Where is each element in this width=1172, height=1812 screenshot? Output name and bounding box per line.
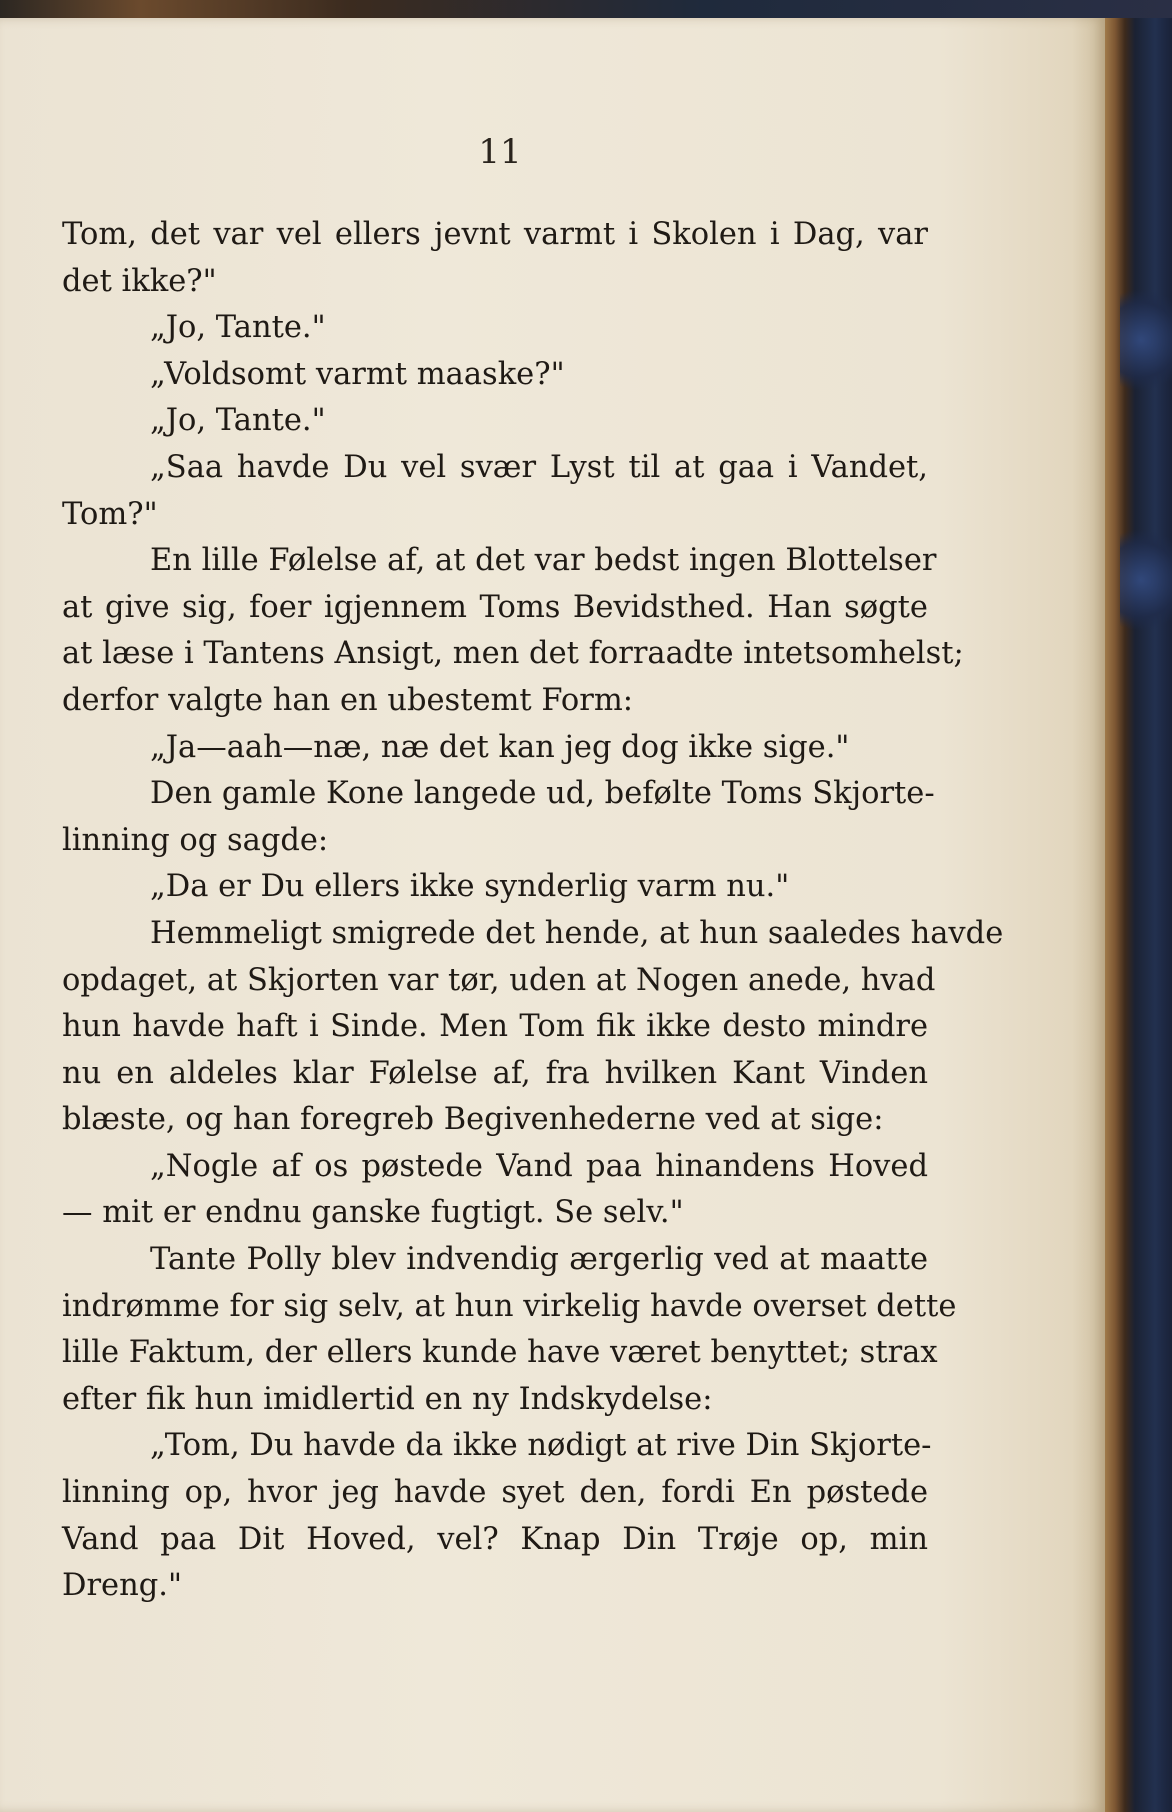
text-line: Den gamle Kone langede ud, befølte Toms Skjorte- xyxy=(150,776,935,812)
text-line: Dreng." xyxy=(62,1568,182,1604)
text-line: nu en aldeles klar Følelse af, fra hvilken Kant Vinden xyxy=(62,1055,928,1091)
text-line: Tom?" xyxy=(62,496,158,532)
text-line: „Da er Du ellers ikke synderlig varm nu." xyxy=(150,869,790,905)
spine-decoration xyxy=(1120,520,1172,640)
text-line: derfor valgte han en ubestemt Form: xyxy=(62,682,634,718)
text-line: efter fik hun imidlertid en ny Indskydelse: xyxy=(62,1381,713,1417)
text-line: blæste, og han foregreb Begivenhederne ved at sige: xyxy=(62,1102,884,1138)
text-line: det ikke?" xyxy=(62,263,217,299)
text-line: Hemmeligt smigrede det hende, at hun saaledes havde xyxy=(150,915,1004,951)
text-line: Tom, det var vel ellers jevnt varmt i Skolen i Dag, var xyxy=(62,217,928,252)
text-line: opdaget, at Skjorten var tør, uden at Nogen anede, hvad xyxy=(62,962,936,998)
text-line: at læse i Tantens Ansigt, men det forraadte intetsomhelst; xyxy=(62,636,964,672)
page-number: 11 xyxy=(478,132,522,172)
text-line: „Jo, Tante." xyxy=(150,310,326,346)
text-line: linning og sagde: xyxy=(62,822,329,858)
text-line: linning op, hvor jeg havde syet den, fordi En pøstede xyxy=(62,1475,928,1511)
text-line: hun havde haft i Sinde. Men Tom fik ikke desto mindre xyxy=(62,1009,928,1045)
text-line: Vand paa Dit Hoved, vel? Knap Din Trøje op, min xyxy=(62,1521,928,1557)
text-line: Tante Polly blev indvendig ærgerlig ved at maatte xyxy=(150,1242,928,1278)
text-line: „Tom, Du havde da ikke nødigt at rive Din Skjorte- xyxy=(150,1428,932,1464)
text-line: „Voldsomt varmt maaske?" xyxy=(150,356,565,392)
text-line: „Saa havde Du vel svær Lyst til at gaa i Vandet, xyxy=(150,449,928,485)
text-line: — mit er endnu ganske fugtigt. Se selv." xyxy=(62,1195,684,1231)
page-text xyxy=(62,212,1004,1610)
spine-decoration xyxy=(1120,280,1172,400)
text-line: „Nogle af os pøstede Vand paa hinandens Hoved xyxy=(150,1148,928,1184)
text-line: at give sig, foer igjennem Toms Bevidsthed. Han søgte xyxy=(62,589,928,625)
text-line: lille Faktum, der ellers kunde have været benyttet; strax xyxy=(62,1335,938,1371)
text-line: „Ja—aah—næ, næ det kan jeg dog ikke sige." xyxy=(150,729,850,765)
text-line: „Jo, Tante." xyxy=(150,403,326,439)
text-line: indrømme for sig selv, at hun virkelig havde overset dette xyxy=(62,1288,957,1324)
text-line: En lille Følelse af, at det var bedst ingen Blottelser xyxy=(150,543,937,579)
